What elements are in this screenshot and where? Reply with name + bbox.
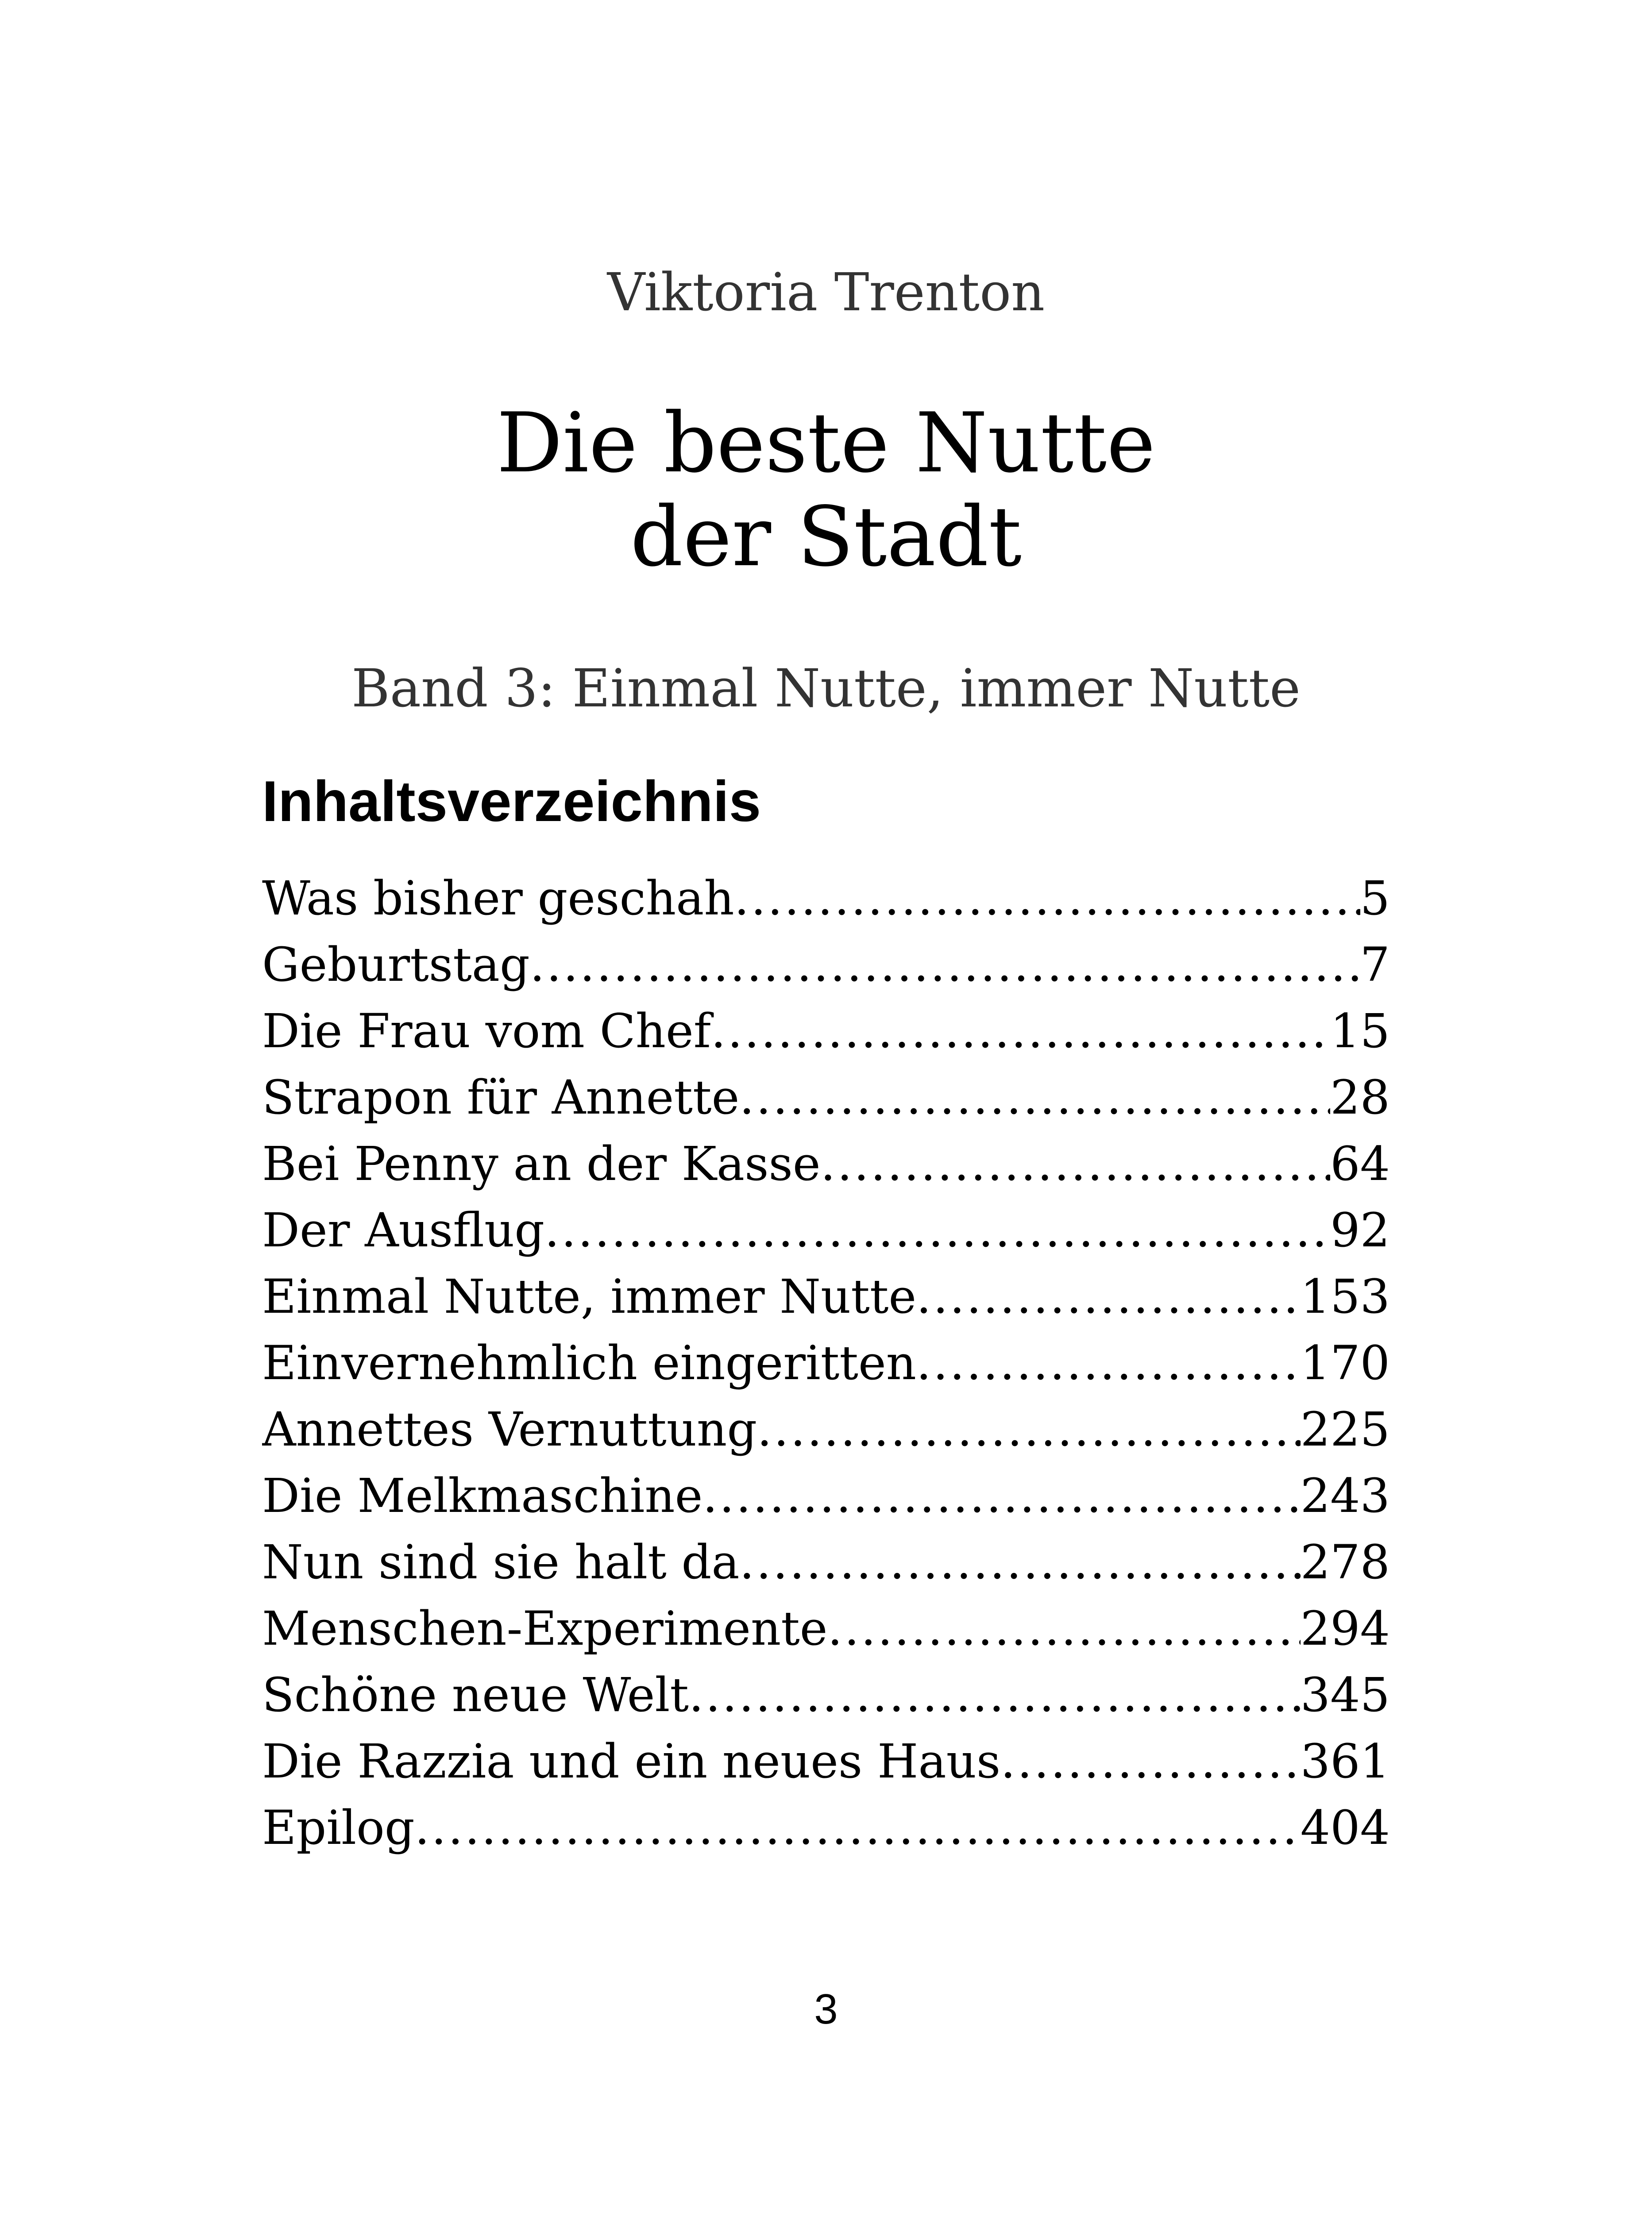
toc-entry[interactable]	[262, 1131, 1390, 1197]
toc-entry-page: 294	[1300, 1601, 1390, 1656]
toc-entry[interactable]	[262, 1529, 1390, 1596]
toc-leader-dots	[544, 1197, 1330, 1264]
toc-leader-dots	[415, 1795, 1301, 1861]
toc-leader-dots	[530, 932, 1360, 998]
author-name: Viktoria Trenton	[607, 262, 1045, 323]
toc-entry-title: Bei Penny an der Kasse	[262, 1137, 821, 1191]
toc-entry-title: Einmal Nutte, immer Nutte	[262, 1269, 917, 1324]
toc-entry-title: Epilog	[262, 1800, 415, 1855]
toc-entry-page: 7	[1360, 937, 1390, 992]
toc-entry[interactable]	[262, 1264, 1390, 1330]
book-title	[0, 396, 1652, 584]
toc-entry-page: 92	[1330, 1203, 1390, 1257]
toc-leader-dots	[711, 998, 1330, 1064]
toc-entry-page: 28	[1330, 1070, 1390, 1125]
toc-entry-page: 15	[1330, 1004, 1390, 1058]
toc-leader-dots	[916, 1264, 1301, 1330]
toc-entry-page: 64	[1330, 1137, 1390, 1191]
book-title-line-2: der Stadt	[630, 489, 1022, 585]
toc-entry[interactable]	[262, 1463, 1390, 1529]
toc-leader-dots	[740, 1529, 1301, 1596]
toc-entry-title: Schöne neue Welt	[262, 1668, 689, 1722]
toc-entry-title: Strapon für Annette	[262, 1070, 740, 1125]
toc-entry[interactable]	[262, 932, 1390, 998]
book-subtitle: Band 3: Einmal Nutte, immer Nutte	[351, 658, 1301, 719]
page-number: 3	[814, 1986, 838, 2033]
toc-entry-title: Die Frau vom Chef	[262, 1004, 711, 1058]
toc-entry-page: 278	[1300, 1535, 1390, 1589]
toc-entry-page: 153	[1300, 1269, 1390, 1324]
table-of-contents	[262, 865, 1390, 1861]
toc-leader-dots	[821, 1131, 1330, 1197]
book-title-line-1: Die beste Nutte	[496, 395, 1156, 491]
toc-leader-dots	[689, 1662, 1301, 1728]
toc-entry-page: 345	[1300, 1668, 1390, 1722]
toc-entry-title: Der Ausflug	[262, 1203, 545, 1257]
toc-leader-dots	[916, 1330, 1301, 1396]
toc-entry[interactable]	[262, 1396, 1390, 1463]
toc-entry-title: Was bisher geschah	[262, 871, 734, 925]
toc-leader-dots	[734, 865, 1360, 932]
toc-entry[interactable]	[262, 1330, 1390, 1396]
toc-leader-dots	[739, 1064, 1330, 1131]
toc-entry-title: Die Melkmaschine	[262, 1469, 703, 1523]
toc-entry[interactable]	[262, 1064, 1390, 1131]
toc-entry-title: Einvernehmlich eingeritten	[262, 1336, 916, 1390]
toc-leader-dots	[828, 1596, 1301, 1662]
toc-entry[interactable]	[262, 1596, 1390, 1662]
toc-entry-title: Annettes Vernuttung	[262, 1402, 757, 1457]
toc-entry-title: Geburtstag	[262, 937, 530, 992]
toc-entry[interactable]	[262, 1795, 1390, 1861]
toc-entry-page: 5	[1360, 871, 1390, 925]
toc-entry-title: Die Razzia und ein neues Haus	[262, 1734, 1001, 1789]
toc-leader-dots	[757, 1396, 1300, 1463]
toc-entry-page: 170	[1300, 1336, 1390, 1390]
toc-heading: Inhaltsverzeichnis	[262, 769, 761, 833]
toc-entry[interactable]	[262, 1197, 1390, 1264]
toc-leader-dots	[702, 1463, 1300, 1529]
toc-entry-page: 243	[1300, 1469, 1390, 1523]
toc-entry[interactable]	[262, 1728, 1390, 1795]
toc-entry[interactable]	[262, 998, 1390, 1064]
toc-entry-page: 404	[1300, 1800, 1390, 1855]
toc-leader-dots	[1000, 1728, 1300, 1795]
toc-entry-page: 225	[1300, 1402, 1390, 1457]
toc-entry-title: Nun sind sie halt da	[262, 1535, 740, 1589]
toc-entry-page: 361	[1300, 1734, 1390, 1789]
toc-entry-title: Menschen-Experimente	[262, 1601, 828, 1656]
toc-entry[interactable]	[262, 1662, 1390, 1728]
toc-entry[interactable]	[262, 865, 1390, 932]
